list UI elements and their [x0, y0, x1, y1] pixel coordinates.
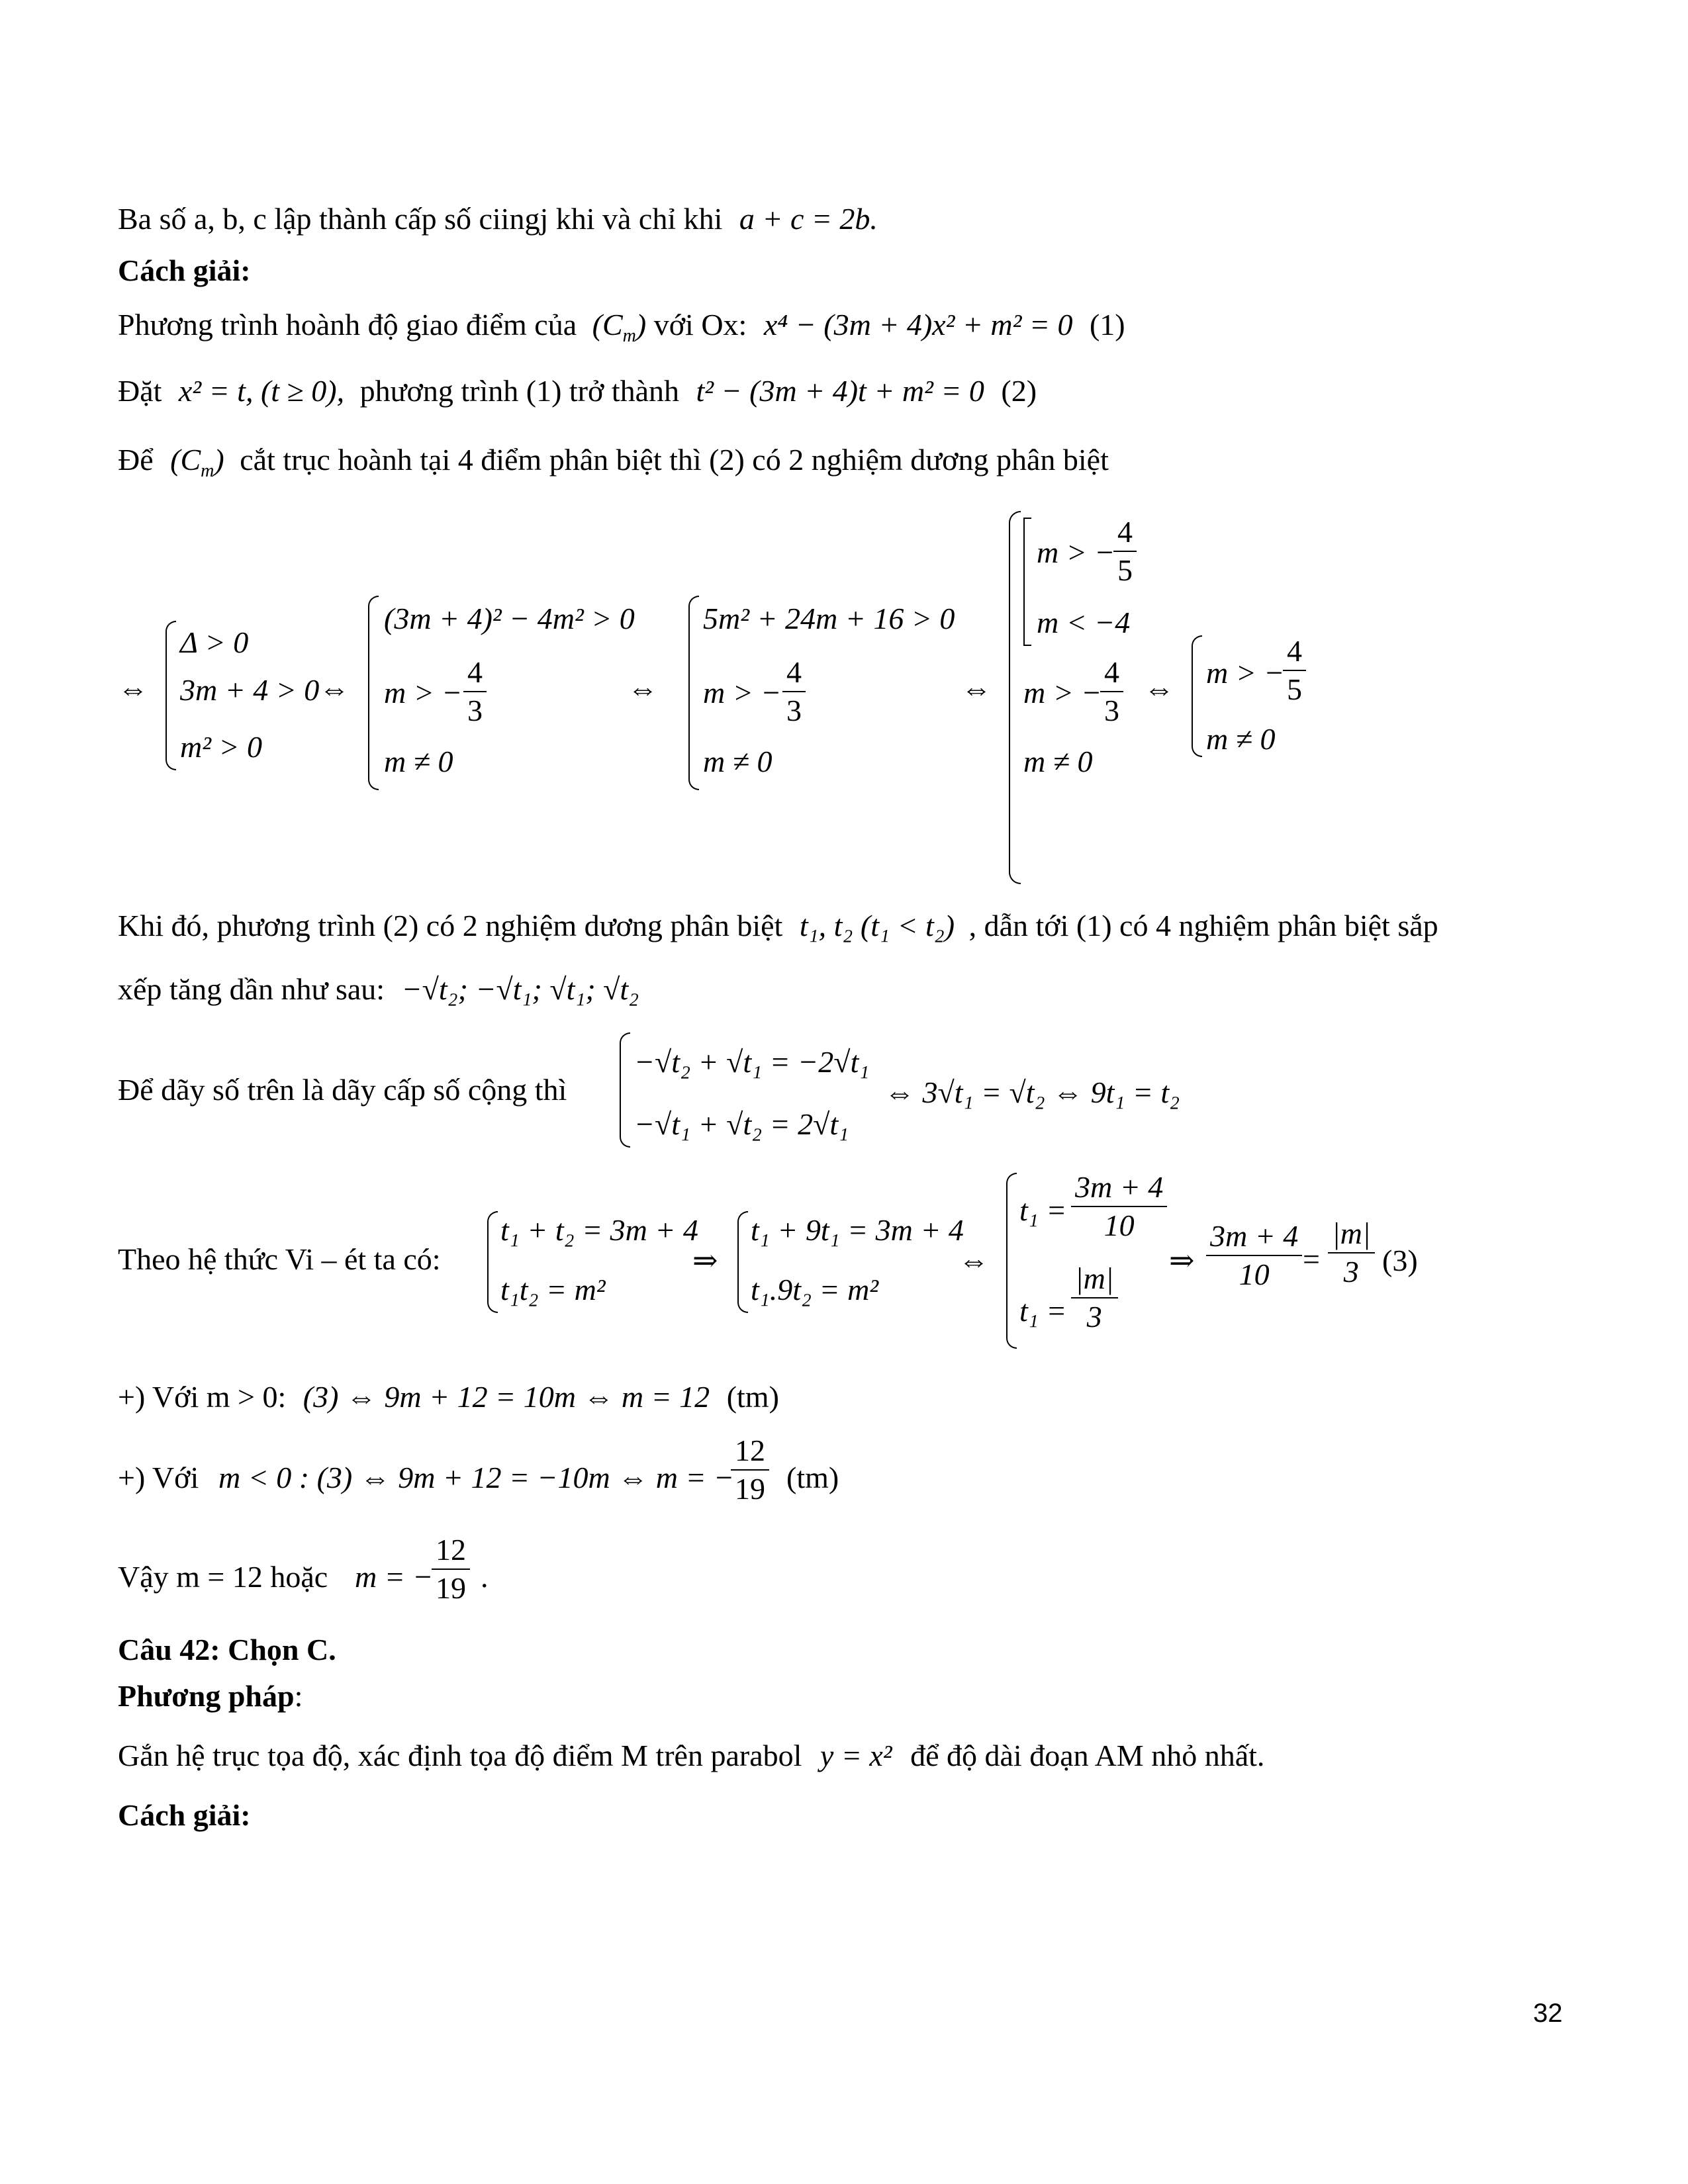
brace-s2: [368, 596, 379, 790]
line8-t1eq-2: t₁ =: [1019, 1294, 1067, 1328]
text-line-2: [118, 310, 1125, 345]
brace-line8-c: [1006, 1173, 1017, 1349]
line3-text-a: Đặt: [118, 374, 162, 408]
line8-c2-frac: [1071, 1263, 1118, 1334]
line6-eq: −√t₂; −√t₁; √t₁; √t₂: [401, 972, 639, 1006]
line8-f-frac: [1206, 1220, 1302, 1291]
phuong-phap-label: Phương pháp: [118, 1679, 295, 1713]
line10-den: 19: [735, 1472, 765, 1506]
line11-text: Vậy m = 12 hoặc: [118, 1560, 328, 1594]
s4-row-2: m ≠ 0: [1023, 745, 1093, 778]
line8-c2-den: 3: [1086, 1300, 1102, 1334]
line2-text: Phương trình hoành độ giao điểm của: [118, 308, 577, 341]
line10-frac: [731, 1435, 769, 1506]
s1-row-3: m² > 0: [180, 730, 263, 764]
line2-eq: x⁴ − (3m + 4)x² + m² = 0: [763, 308, 1073, 341]
s4-bracket-row-1: m > −: [1037, 535, 1115, 569]
line8-g-num: |m|: [1328, 1218, 1375, 1253]
line3-eq-b: t² − (3m + 4)t + m² = 0: [696, 374, 984, 408]
brace-line7: [620, 1032, 630, 1148]
line9-tm: (tm): [726, 1380, 779, 1414]
line8-t1eq-1: t₁ =: [1019, 1193, 1067, 1227]
s1-row-1: Δ > 0: [180, 625, 249, 659]
line8-c1-num: 3m + 4: [1071, 1171, 1167, 1207]
line8-b1: t₁ + 9t₁ = 3m + 4: [751, 1213, 964, 1247]
s4b-frac-den: 5: [1117, 553, 1133, 588]
line11-den: 19: [436, 1571, 466, 1606]
line8-b2: t₁.9t₂ = m²: [751, 1273, 879, 1306]
line2-cm-close: ): [635, 308, 647, 341]
line4-text-a: Để: [118, 443, 154, 477]
line7-row-1: −√t₂ + √t₁ = −2√t₁: [634, 1045, 870, 1079]
line2-with-ox: với Ox:: [653, 308, 747, 341]
line11-dot: .: [481, 1560, 489, 1594]
s2-row-2: m > −: [384, 676, 463, 709]
line7-row-2: −√t₁ + √t₂ = 2√t₁: [634, 1107, 849, 1141]
text-line-6: [118, 974, 639, 1005]
line4-cm-sub: m: [201, 461, 214, 482]
line8-f-num: 3m + 4: [1206, 1220, 1302, 1256]
line12-text-b: để độ dài đoạn AM nhỏ nhất.: [910, 1739, 1265, 1772]
line8-implies-2: ⇒: [1169, 1244, 1195, 1277]
page-number: 32: [1533, 1999, 1563, 2028]
s2-row-3: m ≠ 0: [384, 745, 453, 778]
s4-frac-num: 4: [1100, 657, 1123, 692]
s4-frac: [1100, 657, 1123, 727]
line10-num: 12: [731, 1435, 769, 1471]
heading-cach-giai-1: Cách giải:: [118, 253, 251, 287]
line8-c2-num: |m|: [1071, 1263, 1118, 1298]
heading-cau-42: Câu 42: Chọn C.: [118, 1633, 336, 1666]
s5-frac: [1283, 635, 1306, 706]
line4-text-b: cắt trục hoành tại 4 điểm phân biệt thì (2) có 2 nghiệm dương phân biệt: [240, 443, 1109, 477]
s2-frac-num: 4: [463, 657, 487, 692]
s5-frac-den: 5: [1287, 672, 1302, 707]
line11-num: 12: [432, 1534, 470, 1570]
line8-a1: t₁ + t₂ = 3m + 4: [500, 1213, 698, 1247]
line5-text-a: Khi đó, phương trình (2) có 2 nghiệm dương phân biệt: [118, 909, 783, 942]
line8-c1-frac: [1071, 1171, 1167, 1242]
iff-3: ⇔: [628, 672, 658, 705]
text-line-5: [118, 911, 1438, 941]
s3-row-2: m > −: [703, 676, 782, 709]
line6-text: xếp tăng dần như sau:: [118, 972, 385, 1006]
line8-f-den: 10: [1239, 1257, 1270, 1292]
line12-eq: y = x²: [820, 1739, 892, 1772]
bracket-s4: [1023, 518, 1031, 646]
phuong-phap-colon: :: [294, 1679, 303, 1713]
line2-tag: (1): [1089, 308, 1125, 341]
line4-cm: (C: [170, 443, 201, 477]
heading-phuong-phap: [118, 1681, 303, 1711]
line10-text: +) Với: [118, 1461, 199, 1494]
s3-frac: [782, 657, 806, 727]
line1-math: a + c = 2b.: [739, 202, 878, 236]
s3-row-3: m ≠ 0: [703, 745, 773, 778]
line8-c1-den: 10: [1103, 1208, 1135, 1243]
text-line-12: [118, 1741, 1264, 1771]
s2-frac: [463, 657, 487, 727]
line9-text: +) Với m > 0:: [118, 1380, 287, 1414]
brace-line8-a: [487, 1211, 498, 1313]
s2-row-1: (3m + 4)² − 4m² > 0: [384, 602, 635, 635]
brace-s1: [165, 621, 176, 770]
line5-text-b: , dẫn tới (1) có 4 nghiệm phân biệt sắp: [968, 909, 1438, 942]
line8-text: Theo hệ thức Vi – ét ta có:: [118, 1242, 441, 1276]
line9-eq: (3) ⇔ 9m + 12 = 10m ⇔ m = 12: [303, 1380, 710, 1414]
s4-frac-den: 3: [1104, 694, 1119, 728]
text-line-9: [118, 1382, 779, 1412]
s4-row-1: m > −: [1023, 676, 1102, 709]
s2-frac-den: 3: [467, 694, 483, 728]
s3-row-1: 5m² + 24m + 16 > 0: [703, 602, 955, 635]
line11-frac: [432, 1534, 470, 1605]
brace-s5: [1192, 635, 1202, 757]
line8-iff: ⇔: [959, 1244, 989, 1277]
line5-eq: t₁, t₂ (t₁ < t₂): [799, 909, 955, 942]
s1-row-2: 3m + 4 > 0: [180, 673, 320, 707]
iff-1: ⇔: [118, 672, 148, 705]
line8-g-frac: [1328, 1218, 1375, 1289]
iff-4: ⇔: [961, 672, 992, 705]
s3-frac-den: 3: [786, 694, 802, 728]
text-line-1: [118, 204, 878, 234]
iff-2: ⇔: [319, 672, 350, 705]
line8-implies-1: ⇒: [692, 1244, 718, 1277]
s5-row-1: m > −: [1206, 656, 1285, 690]
s4-bracket-row-2: m < −4: [1037, 606, 1131, 639]
iff-5: ⇔: [1144, 672, 1174, 705]
heading-cach-giai-2: Cách giải:: [118, 1798, 251, 1832]
s4b-frac: [1113, 516, 1137, 587]
line3-tag: (2): [1001, 374, 1037, 408]
line8-g-den: 3: [1343, 1255, 1359, 1289]
line1-text: Ba số a, b, c lập thành cấp số ciingj khi và chỉ khi: [118, 202, 723, 236]
brace-s3: [688, 596, 699, 790]
line7-text: Để dãy số trên là dãy cấp số cộng thì: [118, 1073, 567, 1107]
line7-result: ⇔ 3√t₁ = √t₂ ⇔ 9t₁ = t₂: [884, 1075, 1180, 1109]
line8-tag: (3): [1382, 1244, 1418, 1277]
s4b-frac-num: 4: [1113, 516, 1137, 552]
s5-frac-num: 4: [1283, 635, 1306, 671]
line11-eq: m = −: [355, 1560, 434, 1594]
brace-line8-b: [737, 1211, 748, 1313]
line8-a2: t₁t₂ = m²: [500, 1273, 606, 1306]
text-line-3: [118, 376, 1037, 406]
s3-frac-num: 4: [782, 657, 806, 692]
s5-row-2: m ≠ 0: [1206, 722, 1276, 756]
line10-tm: (tm): [786, 1461, 839, 1494]
text-line-4: [118, 445, 1109, 480]
brace-s4: [1009, 511, 1021, 884]
line4-cm-close: ): [214, 443, 224, 477]
line2-cm-sub: m: [622, 326, 636, 347]
line12-text-a: Gắn hệ trục tọa độ, xác định tọa độ điểm M trên parabol: [118, 1739, 802, 1772]
line3-text-b: phương trình (1) trở thành: [359, 374, 680, 408]
line2-cm: (C: [592, 308, 623, 341]
line3-eq-a: x² = t, (t ≥ 0),: [178, 374, 345, 408]
line10-eq: m < 0 : (3) ⇔ 9m + 12 = −10m ⇔ m = −: [218, 1461, 735, 1494]
